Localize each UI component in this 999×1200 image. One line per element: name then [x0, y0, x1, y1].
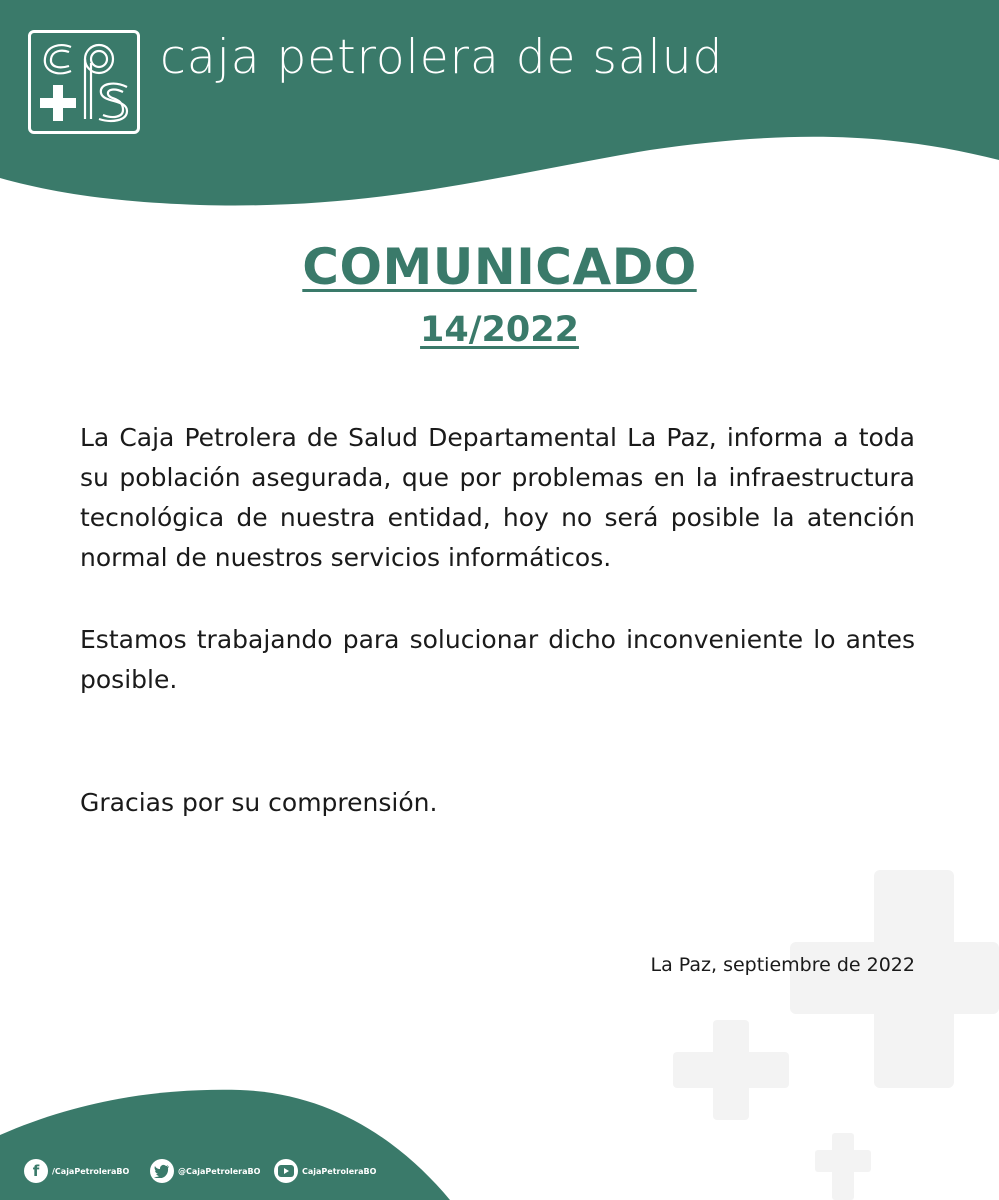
- paragraph-working: Estamos trabajando para solucionar dicho inconveniente lo antes posible.: [80, 625, 915, 694]
- communique-number-text: 14/2022: [420, 310, 579, 350]
- paragraph-thanks: Gracias por su comprensión.: [80, 788, 438, 817]
- social-facebook[interactable]: [24, 1158, 129, 1184]
- place-date: La Paz, septiembre de 2022: [650, 954, 915, 976]
- page-title-text: COMUNICADO: [302, 238, 697, 296]
- watermark-crosses: [673, 870, 999, 1200]
- communique-number: [0, 310, 999, 350]
- social-youtube[interactable]: [274, 1158, 376, 1184]
- page-title: [0, 238, 999, 296]
- facebook-handle: /CajaPetroleraBO: [52, 1166, 130, 1176]
- youtube-handle: CajaPetroleraBO: [302, 1166, 377, 1176]
- youtube-icon: [274, 1159, 298, 1183]
- cps-logo-icon: [31, 33, 137, 131]
- twitter-handle: @CajaPetroleraBO: [178, 1166, 261, 1176]
- cps-logo: [28, 30, 140, 134]
- facebook-icon: f: [24, 1159, 48, 1183]
- paragraph-announcement: La Caja Petrolera de Salud Departamental La Paz, informa a toda su población asegurada, que por problemas en la infraestructura tecnológica de nuestra entidad, hoy no será posible la atención normal de nuestros servicios informáticos.: [80, 423, 915, 572]
- brand-name: caja petrolera de salud: [160, 30, 724, 85]
- twitter-icon: [150, 1159, 174, 1183]
- social-twitter[interactable]: [150, 1158, 260, 1184]
